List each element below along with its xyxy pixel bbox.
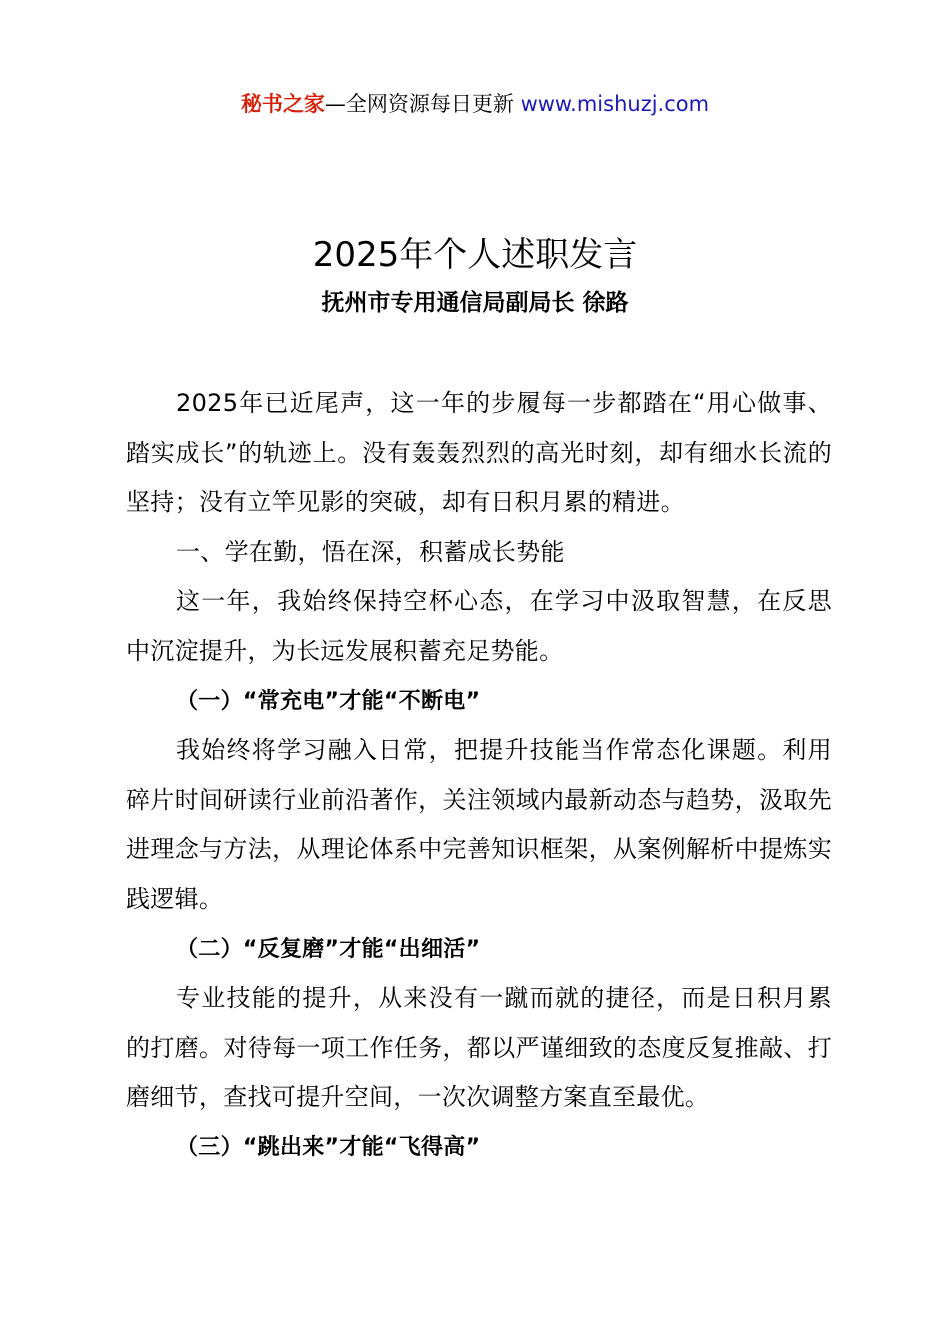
section-heading-1: 一、学在勤，悟在深，积蓄成长势能 xyxy=(176,537,565,566)
subsection-heading-3: （三）“跳出来”才能“飞得高” xyxy=(176,1134,481,1160)
site-tagline: —全网资源每日更新 xyxy=(324,92,521,116)
site-brand: 秘书之家 xyxy=(240,92,325,116)
paragraph-subsection-2: 专业技能的提升，从来没有一蹴而就的捷径，而是日积月累的打磨。对待每一项工作任务，都以严谨细致的态度反复推敲、打磨细节，查找可提升空间，一次次调整方案直至最优。 xyxy=(126,984,832,1112)
subsection-heading-2: （二）“反复磨”才能“出细活” xyxy=(176,936,481,962)
paragraph-subsection-1: 我始终将学习融入日常，把提升技能当作常态化课题。利用碎片时间研读行业前沿著作，关注领域内最新动态与趋势，汲取先进理念与方法，从理论体系中完善知识框架，从案例解析中提炼实践逻辑。 xyxy=(126,736,832,913)
paragraph-section-1: 这一年，我始终保持空杯心态，在学习中汲取智慧，在反思中沉淀提升，为长远发展积蓄充足势能。 xyxy=(126,587,832,665)
site-header xyxy=(0,88,950,120)
paragraph-intro: 2025年已近尾声，这一年的步履每一步都踏在“用心做事、踏实成长”的轨迹上。没有轰轰烈烈的高光时刻，却有细水长流的坚持；没有立竿见影的突破，却有日积月累的精进。 xyxy=(126,389,832,517)
subsection-heading-1: （一）“常充电”才能“不断电” xyxy=(176,688,481,714)
document-subtitle: 抚州市专用通信局副局长 徐路 xyxy=(321,290,629,316)
document-body xyxy=(126,379,832,1173)
site-url-link[interactable]: www.mishuzj.com xyxy=(520,92,710,116)
document-title: 2025年个人述职发言 xyxy=(312,235,638,275)
